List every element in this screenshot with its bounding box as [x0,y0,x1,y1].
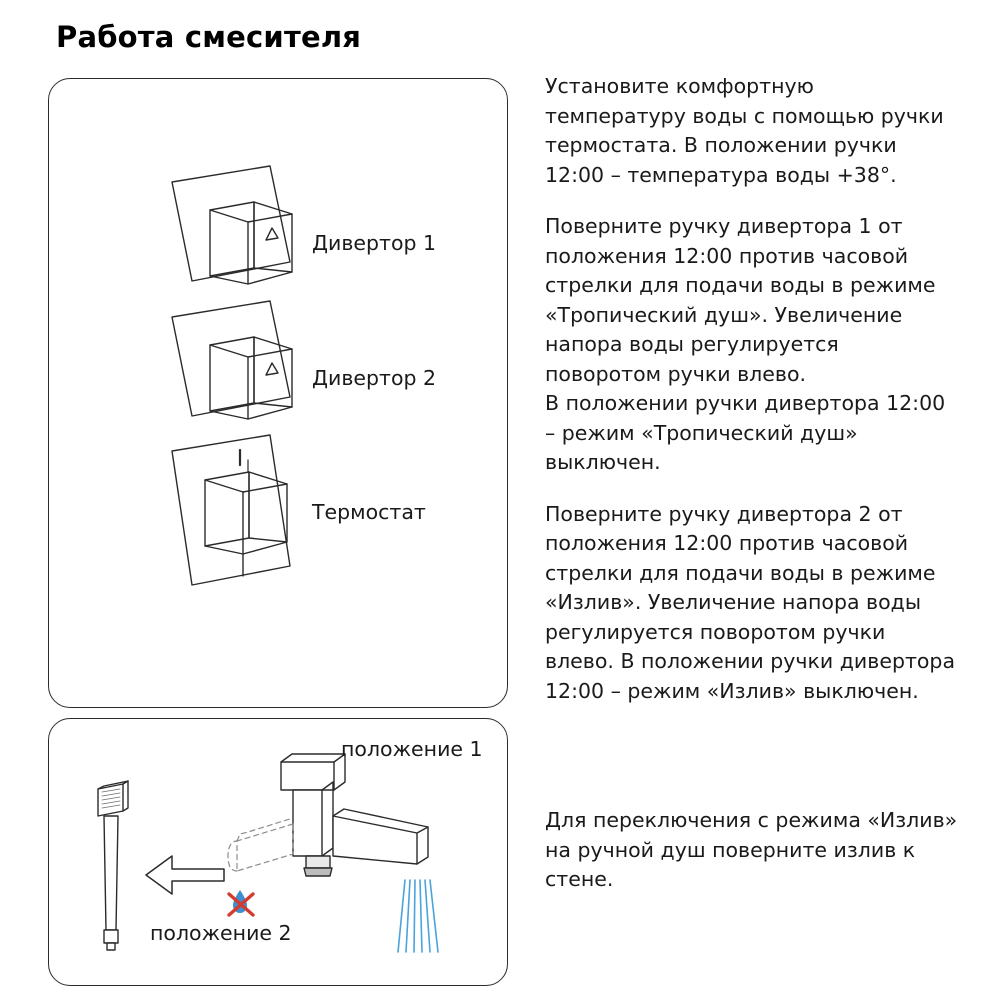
label-diverter-1: Дивертор 1 [312,231,437,255]
page-title: Работа смесителя [56,20,362,54]
label-diverter-2: Дивертор 2 [312,366,437,390]
instruction-paragraph-2: Поверните ручку дивертора 1 от положения 12:00 против часовой стрелки для подачи воды в режиме «Тропический душ». Увеличение напора воды регулируется поворотом ручки влево. В положении ручки дивертора 12:00 – режим «Тропический душ» выключен. [545,214,946,474]
label-thermostat: Термостат [312,500,426,524]
bottom-note: Для переключения с режима «Излив» на ручной душ поверните излив к стене. [545,808,958,891]
instruction-paragraph-3: Поверните ручку дивертора 2 от положения 12:00 против часовой стрелки для подачи воды в режиме «Излив». Увеличение напора воды регулируется поворотом ручки влево. В положении ручки дивертора 12:00 – режим «Излив» выключен. [545,501,956,703]
label-position-2: положение 2 [150,921,292,945]
instruction-paragraph-1: Установите комфортную температуру воды с помощью ручки термостата. В положении ручки 12:00 – температура воды +38°. [545,74,944,187]
instructions-column [545,72,960,706]
water-stream [398,880,438,952]
label-position-1: положение 1 [341,737,483,761]
no-water-marker [229,890,253,915]
bottom-note-column [545,806,965,895]
